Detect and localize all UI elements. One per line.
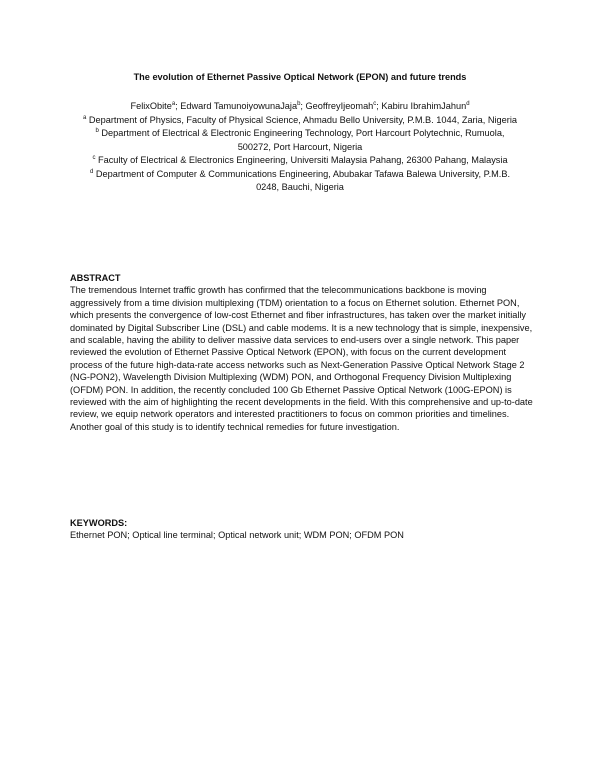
abstract-body: The tremendous Internet traffic growth has confirmed that the telecommunications backbone is moving aggressively from a time division multiplexing (TDM) orientation to a focus on Ethernet solution. Ethernet PON, which presents the convergence of low-cost Ethernet and fiber infrastructures, has taken over the market initially dominated by Digital Subscriber Line (DSL) and cable modems. It is a new technology that is simple, inexpensive, and scalable, having the ability to deliver massive data services to end-users over a single network. This paper reviewed the evolution of Ethernet Passive Optical Network (EPON), with focus on the current development process of the future high-data-rate access networks such as Next-Generation Passive Optical Network Stage 2 (NG-PON2), Wavelength Division Multiplexing (WDM) PON, and Orthogonal Frequency Division Multiplexing (OFDM) PON. In addition, the recently concluded 100 Gb Ethernet Passive Optical Network (100G-EPON) is reviewed with the aim of highlighting the recent developments in the field. With this comprehensive and up-to-date review, we equip network operators and interested practitioners to focus on common priorities and timelines. Another goal of this study is to identify technical remedies for future investigation. [70, 285, 533, 432]
affiliation-mark: a [83, 114, 87, 121]
abstract-section [70, 272, 535, 433]
affiliation-text: Department of Computer & Communications Engineering, Abubakar Tafawa Balewa University, P.M.B. 0248, Bauchi, Nigeria [93, 168, 511, 192]
author-affiliation-mark: d [466, 101, 470, 107]
abstract-heading: ABSTRACT [70, 273, 121, 283]
author-block [80, 100, 520, 195]
paper-title: The evolution of Ethernet Passive Optical Network (EPON) and future trends [133, 72, 467, 82]
affiliation [80, 114, 520, 128]
author-list [80, 100, 520, 114]
author-affiliation-mark: b [297, 101, 301, 107]
affiliation-mark: c [92, 155, 96, 161]
author-name: Edward TamunoiyowunaJaja [180, 101, 298, 111]
affiliation [80, 154, 520, 168]
affiliation-mark: d [89, 168, 94, 175]
keywords-body: Ethernet PON; Optical line terminal; Optical network unit; WDM PON; OFDM PON [70, 530, 404, 541]
affiliation-text: Faculty of Electrical & Electronics Engineering, Universiti Malaysia Pahang, 26300 Pahang, Malaysia [95, 155, 508, 165]
author-name: GeoffreyIjeomah [305, 101, 374, 111]
affiliation-text: Department of Electrical & Electronic Engineering Technology, Port Harcourt Polytechnic, Rumuola, 500272, Port Harcourt, Nigeria [98, 128, 505, 152]
author-separator: ; [300, 101, 306, 111]
keywords-section [70, 517, 535, 542]
affiliation [80, 127, 520, 154]
author-affiliation-mark: a [171, 101, 176, 107]
author-separator: ; [376, 101, 382, 111]
author-name: Kabiru IbrahimJahun [381, 101, 467, 111]
affiliation [80, 168, 520, 195]
keywords-heading: KEYWORDS: [70, 518, 128, 528]
affiliation-text: Department of Physics, Faculty of Physical Science, Ahmadu Bello University, P.M.B. 1044, Zaria, Nigeria [86, 114, 517, 125]
author-separator: ; [175, 101, 181, 111]
affiliation-mark: b [95, 128, 99, 134]
author-affiliation-mark: c [373, 101, 377, 107]
author-name: FelixObite [130, 101, 172, 111]
